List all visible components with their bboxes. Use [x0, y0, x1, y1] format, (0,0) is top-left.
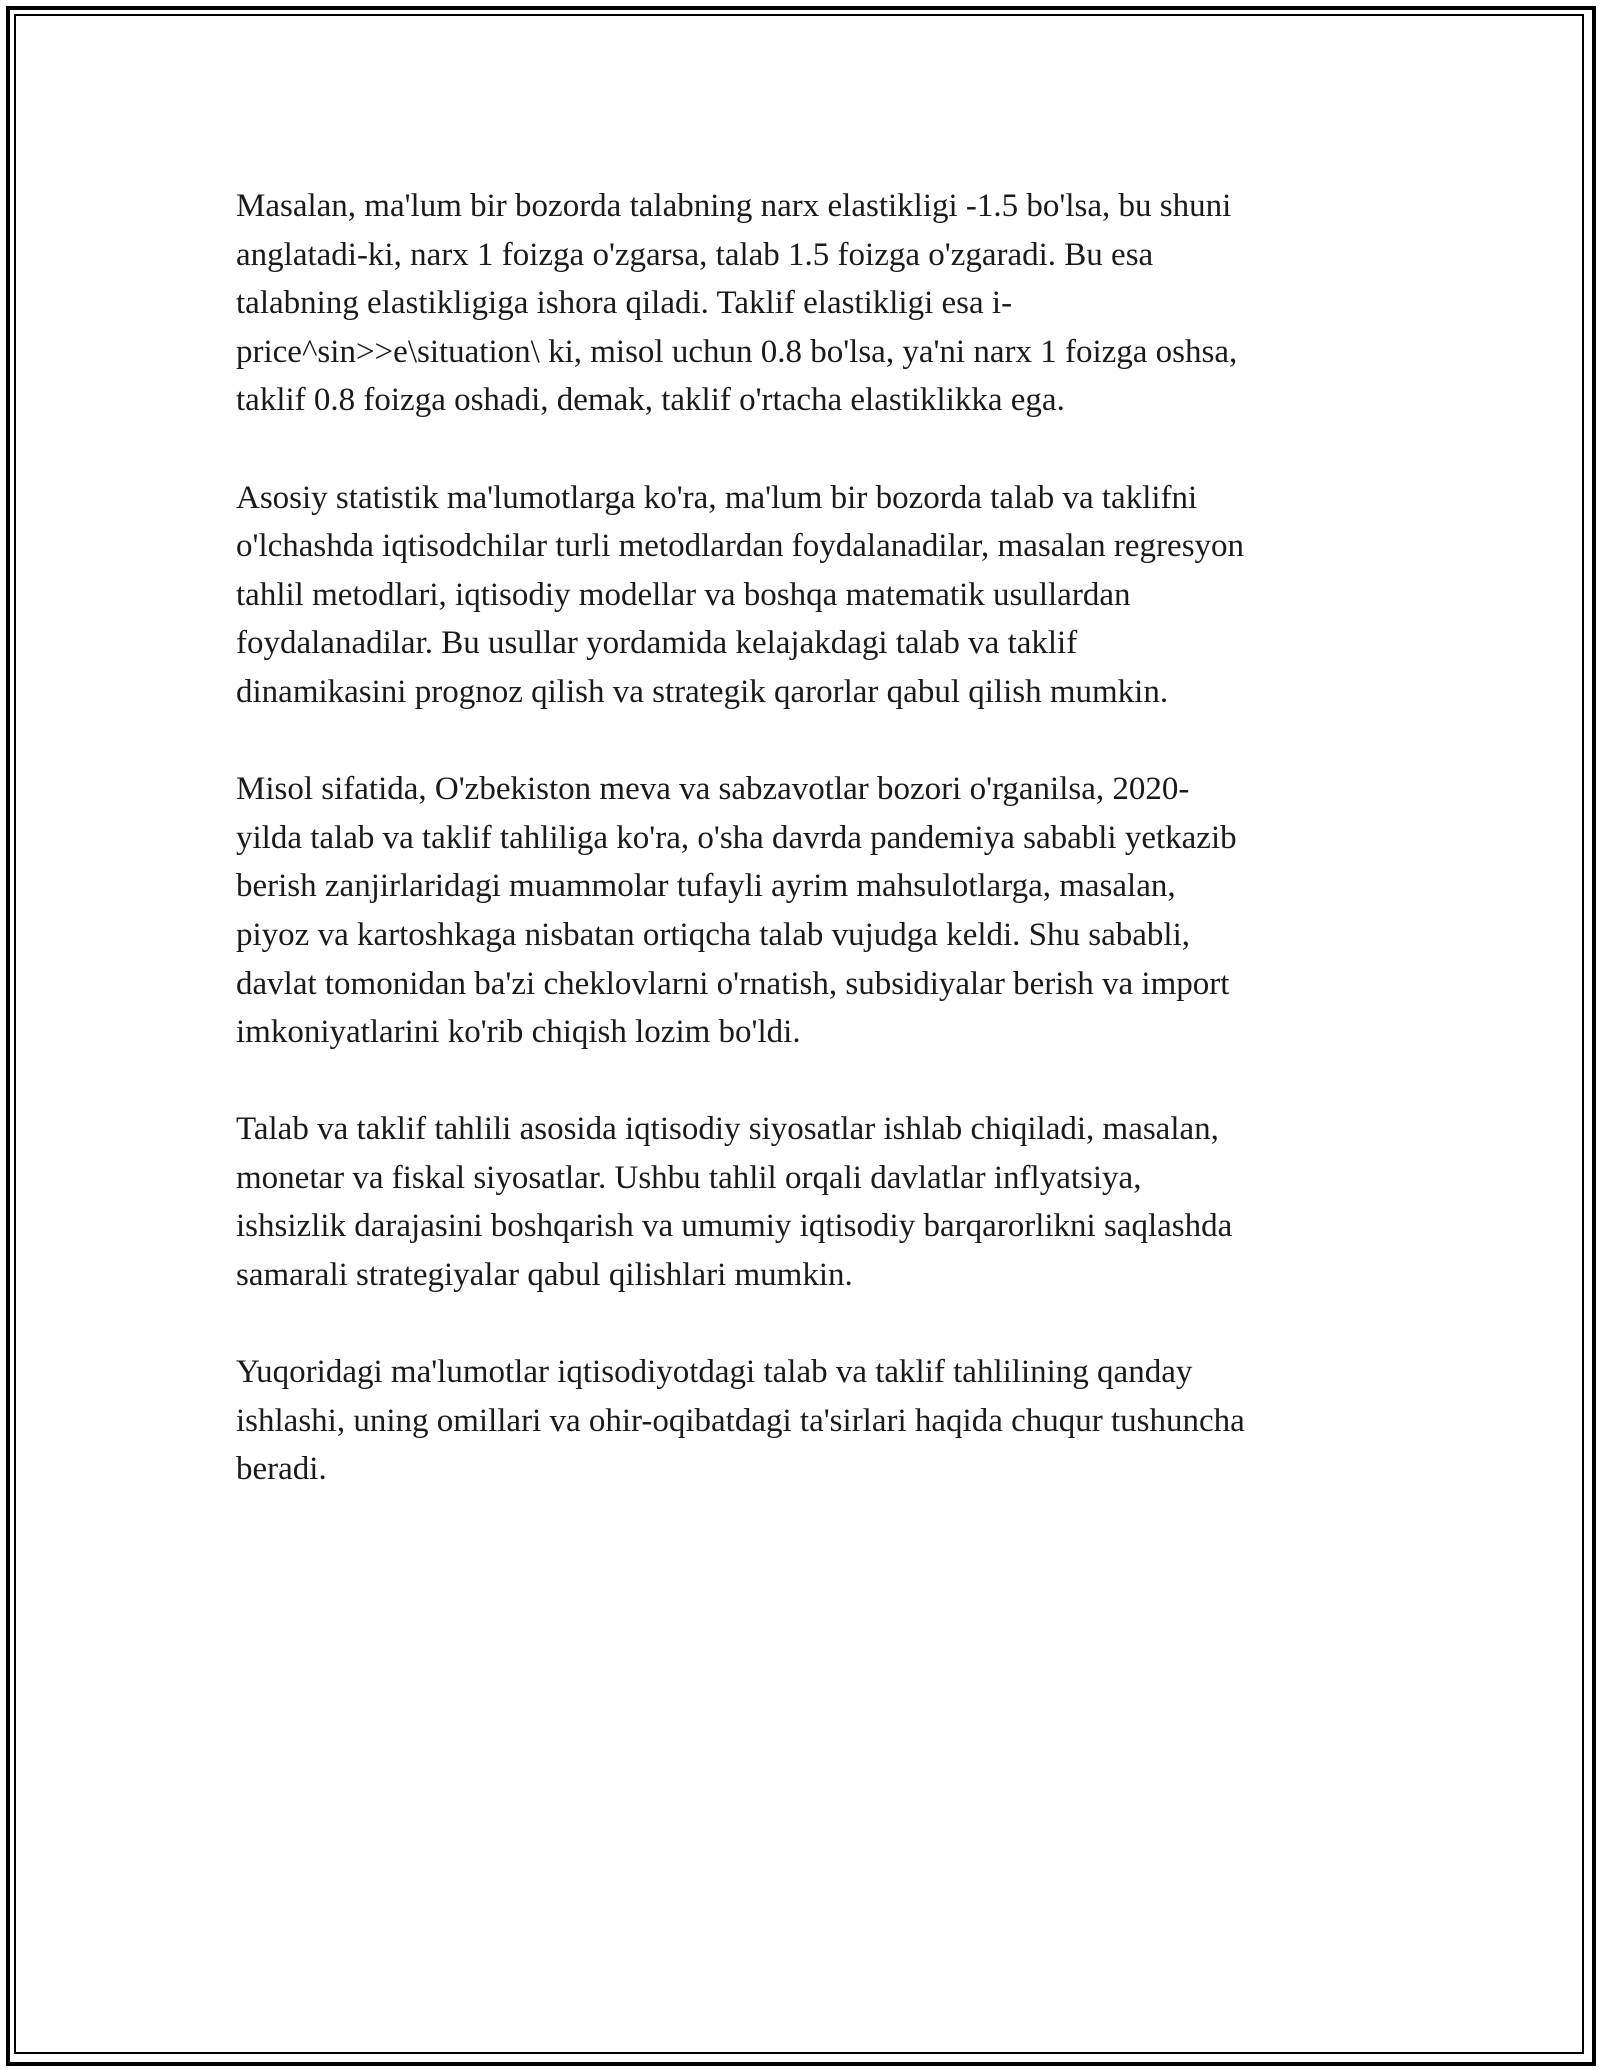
paragraph-statistical-methods: Asosiy statistik ma'lumotlarga ko'ra, ma'lum bir bozorda talab va taklifni o'lchashda iqtisodchilar turli metodlardan foydalanadilar, masalan regresyon tahlil metodlari, iqtisodiy modellar va boshqa matematik usullardan foydalanadilar. Bu usullar yordamida kelajakdagi talab va taklif dinamikasini prognoz qilish va strategik qarorlar qabul qilish mumkin. [236, 479, 1245, 710]
paragraph-economic-policy: Talab va taklif tahlili asosida iqtisodiy siyosatlar ishlab chiqiladi, masalan, monetar va fiskal siyosatlar. Ushbu tahlil orqali davlatlar inflyatsiya, ishsizlik darajasini boshqarish va umumiy iqtisodiy barqarorlikni saqlashda samarali strategiyalar qabul qilishlari mumkin. [236, 1111, 1233, 1294]
paragraph-conclusion: Yuqoridagi ma'lumotlar iqtisodiyotdagi talab va taklif tahlilining qanday ishlashi, uning omillari va ohir-oqibatdagi ta'sirlari haqida chuqur tushuncha beradi. [236, 1354, 1245, 1488]
document-body [236, 182, 1366, 1543]
paragraph-uzbekistan-example: Misol sifatida, O'zbekiston meva va sabzavotlar bozori o'rganilsa, 2020- yilda talab va taklif tahliliga ko'ra, o'sha davrda pandemiya sababli yetkazib berish zanjirlaridagi muammolar tufayli ayrim mahsulotlarga, masalan, piyoz va kartoshkaga nisbatan ortiqcha talab vujudga keldi. Shu sababli, davlat tomonidan ba'zi cheklovlarni o'rnatish, subsidiyalar berish va import imkoniyatlarini ko'rib chiqish lozim bo'ldi. [236, 771, 1237, 1051]
paragraph-price-elasticity: Masalan, ma'lum bir bozorda talabning narx elastikligi -1.5 bo'lsa, bu shuni anglatadi-ki, narx 1 foizga o'zgarsa, talab 1.5 foizga o'zgaradi. Bu esa talabning elastikligiga ishora qiladi. Taklif elastikligi esa i- price^sin>>e\situation\ ki, misol uchun 0.8 bo'lsa, ya'ni narx 1 foizga oshsa, taklif 0.8 foizga oshadi, demak, taklif o'rtacha elastiklikka ega. [236, 188, 1238, 419]
